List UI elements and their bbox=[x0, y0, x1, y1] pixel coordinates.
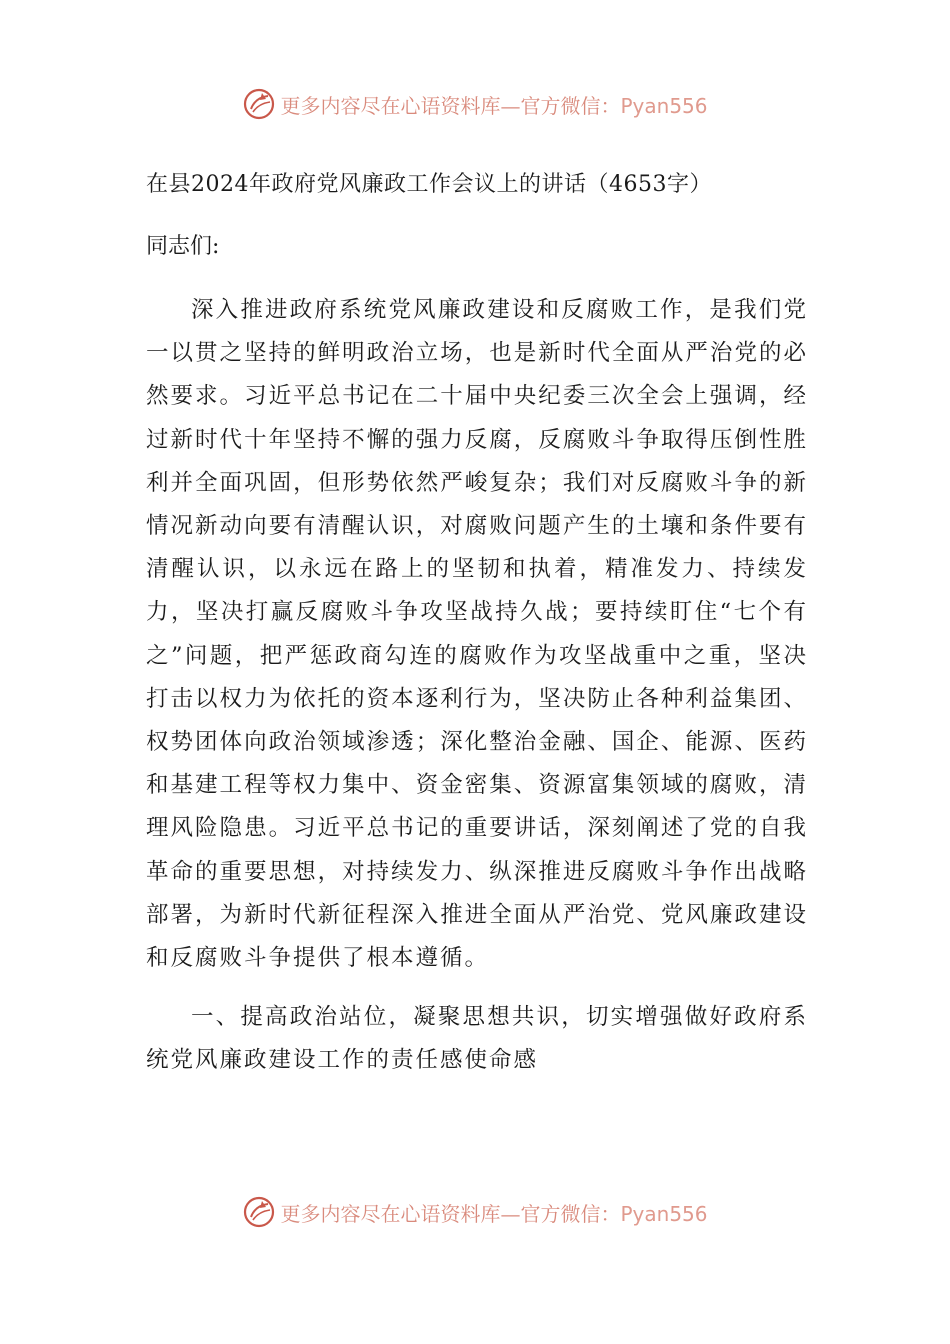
watermark-banner-bottom bbox=[0, 1192, 950, 1232]
brand-logo-icon bbox=[242, 1195, 276, 1229]
salutation: 同志们: bbox=[146, 234, 220, 259]
watermark-text: 更多内容尽在心语资料库—官方微信：Pyan556 bbox=[280, 93, 708, 118]
document-title: 在县2024年政府党风廉政工作会议上的讲话（4653字） bbox=[146, 172, 712, 197]
section-heading-1: 一、提高政治站位，凝聚思想共识，切实增强做好政府系统党风廉政建设工作的责任感使命感 bbox=[146, 1004, 808, 1074]
document-body bbox=[146, 165, 808, 1083]
wechat-id: Pyan556 bbox=[620, 1201, 708, 1226]
paragraph-intro: 深入推进政府系统党风廉政建设和反腐败工作，是我们党一以贯之坚持的鲜明政治立场，也是新时代全面从严治党的必然要求。习近平总书记在二十届中央纪委三次全会上强调，经过新时代十年坚持不懈的强力反腐，反腐败斗争取得压倒性胜利并全面巩固，但形势依然严峻复杂；我们对反腐败斗争的新情况新动向要有清醒认识，对腐败问题产生的土壤和条件要有清醒认识，以永远在路上的坚韧和执着，精准发力、持续发力，坚决打赢反腐败斗争攻坚战持久战；要持续盯住“七个有之”问题，把严惩政商勾连的腐败作为攻坚战重中之重，坚决打击以权力为依托的资本逐利行为，坚决防止各种利益集团、权势团体向政治领域渗透；深化整治金融、国企、能源、医药和基建工程等权力集中、资金密集、资源富集领域的腐败，清理风险隐患。习近平总书记的重要讲话，深刻阐述了党的自我革命的重要思想，对持续发力、纵深推进反腐败斗争作出战略部署，为新时代新征程深入推进全面从严治党、党风廉政建设和反腐败斗争提供了根本遵循。 bbox=[146, 297, 808, 972]
watermark-text: 更多内容尽在心语资料库—官方微信：Pyan556 bbox=[280, 1201, 708, 1226]
watermark-banner-top bbox=[0, 84, 950, 124]
brand-logo-icon bbox=[242, 87, 276, 121]
wechat-id: Pyan556 bbox=[620, 93, 708, 118]
